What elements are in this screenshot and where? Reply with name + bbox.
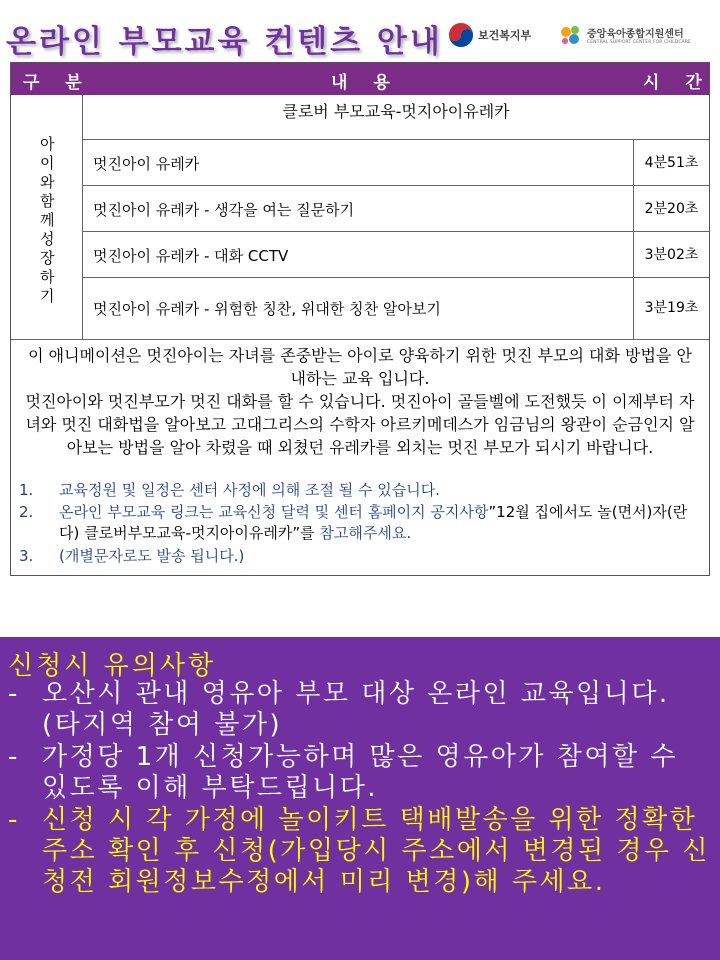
- table-row: [83, 186, 709, 232]
- table-row: [83, 232, 709, 278]
- notice-text: 오산시 관내 영유아 부모 대상 온라인 교육입니다. (타지역 참여 불가): [42, 679, 670, 740]
- video-duration: 3분19초: [633, 278, 709, 339]
- table-header: [11, 63, 712, 95]
- category-label: 아이와함께성장하기: [40, 135, 55, 305]
- logo-group: [448, 22, 716, 56]
- video-title: 멋진아이 유레카 - 대화 CCTV: [93, 247, 289, 265]
- description-cell: [11, 339, 709, 575]
- header-category: 구 분: [23, 73, 92, 93]
- note-number: 2.: [19, 503, 34, 521]
- note-number: 3.: [19, 547, 34, 565]
- description-paragraph-2: 멋진아이와 멋진부모가 멋진 대화를 할 수 있습니다. 멋진아이 골들벨에 도전했듯 이 이제부터 자녀와 멋진 대화법을 알아보고 고대그리스의 수학자 아르키메데스가 임금님의 왕관이 순금인지 알아보는 방법을 알아 차렸을 때 외쳤던 유레카를 외치는 멋진 부모가 되시기 바랍니다.: [25, 392, 695, 457]
- video-title: 멋진아이 유레카: [93, 155, 200, 173]
- note-text-part: 온라인 부모교육 링크는 교육신청 달력 및 센터 홈페이지 공지사항: [59, 503, 489, 521]
- category-cell: [11, 95, 83, 339]
- video-duration: 3분02초: [633, 232, 709, 277]
- ministry-logo: [448, 22, 531, 48]
- program-title: 클로버 부모교육-멋지아이유레카: [83, 95, 709, 140]
- notice-dash: -: [8, 805, 20, 835]
- note-number: 1.: [19, 481, 34, 499]
- video-duration: 2분20초: [633, 186, 709, 231]
- note-text: (개별문자로도 발송 됩니다.): [59, 547, 245, 565]
- notice-text: 가정당 1개 신청가능하며 많은 영유아가 참여할 수 있도록 이해 부탁드립니다.: [42, 742, 678, 803]
- ministry-emblem-icon: [448, 22, 474, 48]
- center-logo: [558, 22, 691, 48]
- table-row: [83, 140, 709, 186]
- note-text-part: 참고해주세요.: [314, 524, 412, 542]
- center-emblem-icon: [558, 22, 584, 48]
- center-logo-text: 중앙육아종합지원센터: [587, 29, 684, 40]
- description-paragraph-1: 이 애니메이션은 멋진아이는 자녀를 존중받는 아이로 양육하기 위한 멋진 부모의 대화 방법을 안내하는 교육 입니다.: [28, 346, 692, 388]
- video-title: 멋진아이 유레카 - 생각을 여는 질문하기: [93, 201, 355, 219]
- video-duration: 4분51초: [633, 140, 709, 185]
- header-time: 시 간: [643, 73, 712, 93]
- program-table: [10, 62, 710, 576]
- note-text: 교육정원 및 일정은 센터 사정에 의해 조절 될 수 있습니다.: [59, 481, 440, 499]
- notice-dash: -: [8, 679, 20, 709]
- video-title: 멋진아이 유레카 - 위험한 칭찬, 위대한 칭찬 알아보기: [93, 300, 441, 318]
- center-logo-subtext: CENTRAL SUPPORT CENTER FOR CHILDCARE: [587, 40, 691, 45]
- table-row: [83, 278, 709, 339]
- notice-heading: 신청시 유의사항: [8, 651, 217, 681]
- note-text: [59, 502, 699, 544]
- header-content: 내 용: [331, 73, 400, 93]
- notice-dash: -: [8, 742, 20, 772]
- page-title: 온라인 부모교육 컨텐츠 안내: [6, 24, 443, 60]
- notice-text: 신청 시 각 가정에 놀이키트 택배발송을 위한 정확한 주소 확인 후 신청(가입당시 주소에서 변경된 경우 신청전 회원정보수정에서 미리 변경)해 주세요.: [42, 805, 710, 897]
- note-link-title: ”12월 집에서도 놀(면서)자(란다) 클로버부모교육-멋지아이유레카”를: [59, 503, 688, 542]
- notice-panel: [0, 637, 720, 960]
- ministry-logo-text: 보건복지부: [478, 29, 532, 42]
